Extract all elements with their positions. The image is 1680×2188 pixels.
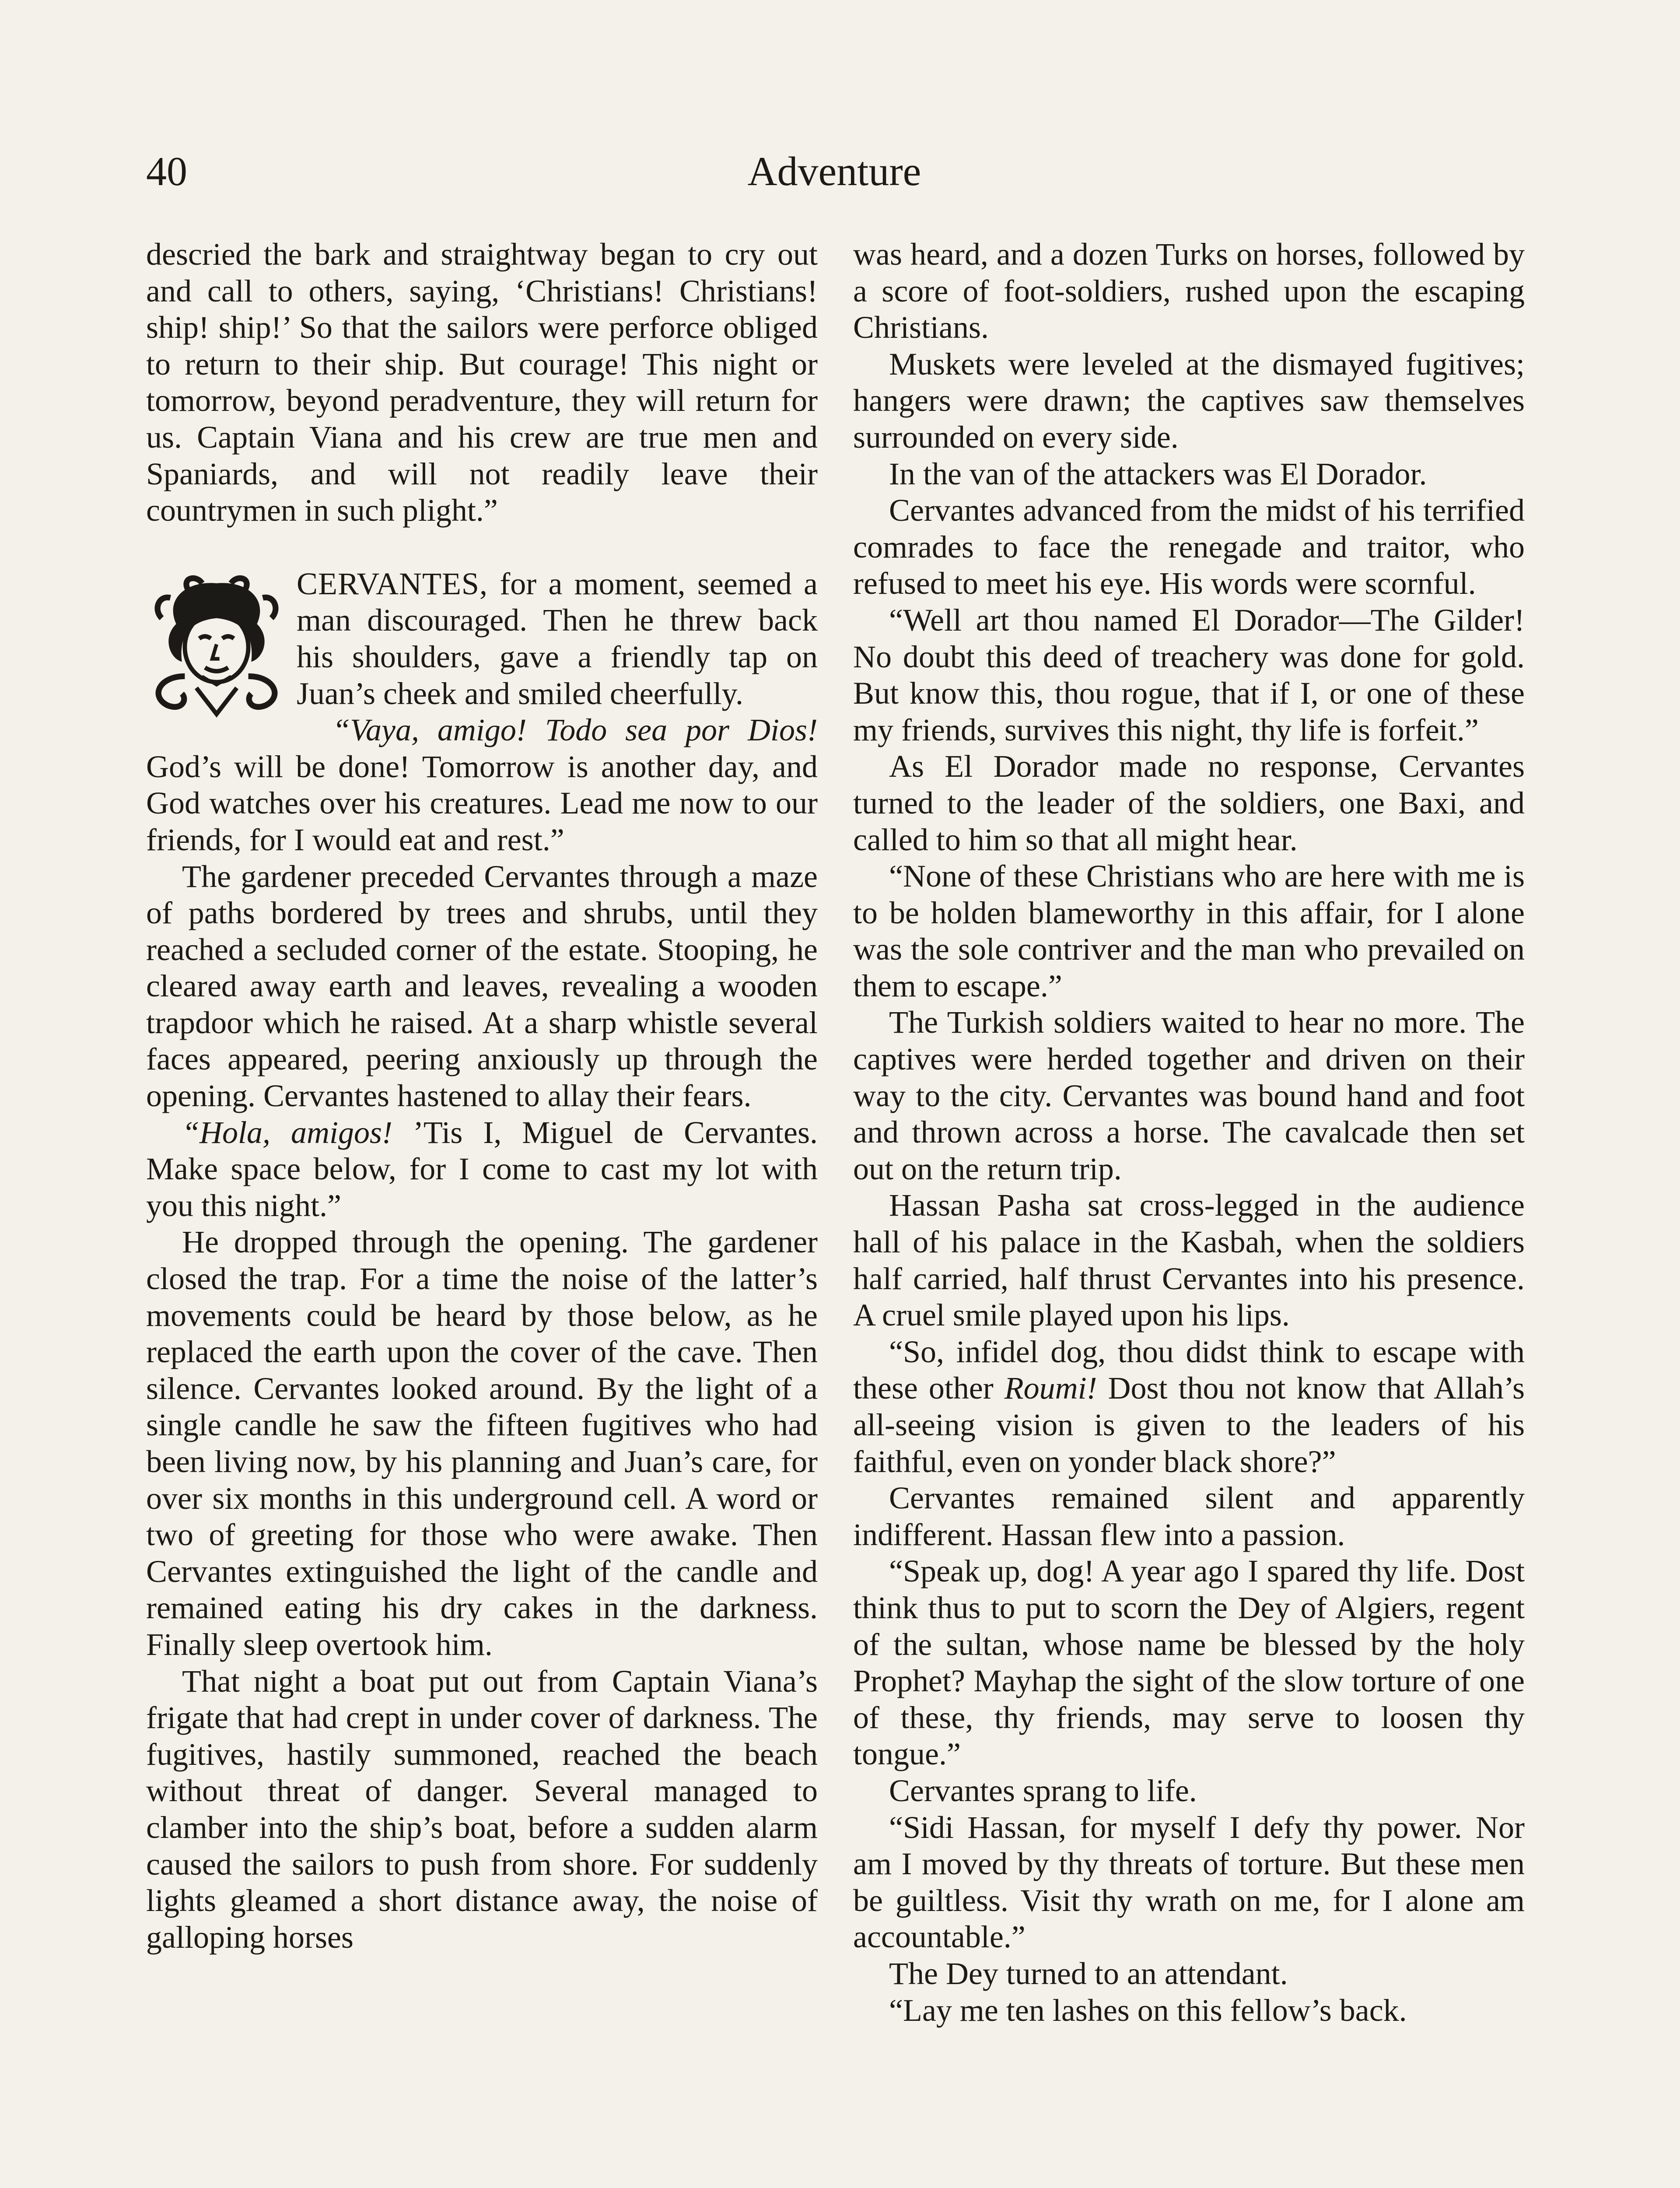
paragraph: “Lay me ten lashes on this fellow’s back. bbox=[889, 1992, 1407, 2028]
paragraph: “Speak up, dog! A year ago I spared thy life. Dost think thus to put to scorn the Dey of Algiers, regent of the sultan, whose name be blessed by the holy Prophet? Mayhap the sight of the slow torture of one of these, thy friends, may serve to loosen thy tongue.” bbox=[853, 1553, 1525, 1772]
paragraph: The gardener preceded Cervantes through a maze of paths bordered by trees and shrubs, until they reached a secluded corner of the estate. Stooping, he cleared away earth and leaves, revealing a wooden trapdoor which he raised. At a sharp whistle several faces appeared, peering anxiously up through the opening. Cervantes hastened to allay their fears. bbox=[146, 859, 818, 1114]
page-number: 40 bbox=[146, 149, 187, 194]
left-column bbox=[146, 236, 818, 1956]
paragraph: Hassan Pasha sat cross-legged in the audience hall of his palace in the Kasbah, when the soldiers half carried, half thrust Cervantes into his presence. A cruel smile played upon his lips. bbox=[853, 1188, 1525, 1333]
page-header bbox=[146, 141, 1522, 202]
paragraph: In the van of the attackers was El Dorador. bbox=[889, 456, 1427, 491]
paragraph: As El Dorador made no response, Cervantes turned to the leader of the soldiers, one Baxi, and called to him so that all might hear. bbox=[853, 749, 1525, 857]
paragraph: Cervantes remained silent and apparently indifferent. Hassan flew into a passion. bbox=[853, 1480, 1525, 1552]
spanish-phrase: “Hola, amigos! bbox=[182, 1115, 392, 1150]
foreign-word: Roumi! bbox=[1004, 1371, 1097, 1406]
paragraph: He dropped through the opening. The gardener closed the trap. For a time the noise of the latter’s movements could be heard by those below, as he replaced the earth upon the cover of the cave. Then silence. Cervantes looked around. By the light of a single candle he saw the fifteen fugitives who had been living now, by his planning and Juan’s care, for over six months in this underground cell. A word or two of greeting for those who were awake. Then Cervantes extinguished the light of the candle and remained eating his dry cakes in the darkness. Finally sleep overtook him. bbox=[146, 1224, 818, 1662]
paragraph: The Turkish soldiers waited to hear no more. The captives were herded together and driven on their way to the city. Cervantes was bound hand and foot and thrown across a horse. The cavalcade then set out on the return trip. bbox=[853, 1005, 1525, 1186]
right-column bbox=[853, 236, 1525, 2029]
decorative-head-illustration-icon bbox=[144, 575, 289, 720]
paragraph: Cervantes advanced from the midst of his terrified comrades to face the renegade and traitor, who refused to meet his eye. His words were scornful. bbox=[853, 493, 1525, 601]
paragraph-text: “So, infidel dog, thou didst think to escape with these other bbox=[853, 1334, 1525, 1406]
paragraph: That night a boat put out from Captain Viana’s frigate that had crept in under cover of darkness. The fugitives, hastily summoned, reached the beach without threat of danger. Several managed to clamber into the ship’s boat, before a sudden alarm caused the sailors to push from shore. For suddenly lights gleamed a short distance away, the noise of galloping horses bbox=[146, 1663, 818, 1955]
paragraph bbox=[146, 712, 818, 858]
paragraph: was heard, and a dozen Turks on horses, followed by a score of foot-soldiers, rushed upon the escaping Christians. bbox=[853, 237, 1525, 345]
spanish-phrase: “Vaya, amigo! Todo sea por Dios! bbox=[332, 712, 818, 748]
paragraph: “Sidi Hassan, for myself I defy thy power. Nor am I moved by thy threats of torture. But these men be guiltless. Visit thy wrath on me, for I alone am accountable.” bbox=[853, 1809, 1525, 1955]
paragraph: The Dey turned to an attendant. bbox=[889, 1956, 1288, 1991]
paragraph bbox=[853, 1334, 1525, 1480]
section-lead-in: CERVANTES, bbox=[297, 566, 488, 601]
paragraph: Muskets were leveled at the dismayed fugitives; hangers were drawn; the captives saw themselves surrounded on every side. bbox=[853, 346, 1525, 455]
paragraph-text: for a moment, seemed a man discouraged. Then he threw back his shoulders, gave a friendly tap on Juan’s cheek and smiled cheerfully. bbox=[297, 566, 818, 711]
paragraph: “Well art thou named El Dorador—The Gilder! No doubt this deed of treachery was done for gold. But know this, thou rogue, that if I, or one of these my friends, survives this night, thy life is forfeit.” bbox=[853, 602, 1525, 747]
paragraph-text: ’Tis I, Miguel de Cervantes. Make space below, for I come to cast my lot with you this night.” bbox=[146, 1115, 818, 1223]
paragraph: “None of these Christians who are here with me is to be holden blameworthy in this affair, for I alone was the sole contriver and the man who prevailed on them to escape.” bbox=[853, 859, 1525, 1003]
paragraph-text: Dost thou not know that Allah’s all-seeing vision is given to the leaders of his faithful, even on yonder black shore?” bbox=[853, 1371, 1525, 1479]
paragraph: descried the bark and straightway began to cry out and call to others, saying, ‘Christians! Christians! ship! ship!’ So that the sailors were perforce obliged to return to their ship. But courage! This night or tomorrow, beyond peradventure, they will return for us. Captain Viana and his crew are true men and Spaniards, and will not readily leave their countrymen in such plight.” bbox=[146, 237, 818, 528]
running-title: Adventure bbox=[747, 149, 921, 194]
section-opening-paragraph bbox=[146, 566, 818, 712]
paragraph: Cervantes sprang to life. bbox=[889, 1773, 1197, 1808]
paragraph bbox=[146, 1115, 818, 1224]
paragraph-text: God’s will be done! Tomorrow is another day, and God watches over his creatures. Lead me now to our friends, for I would eat and rest.” bbox=[146, 749, 818, 857]
